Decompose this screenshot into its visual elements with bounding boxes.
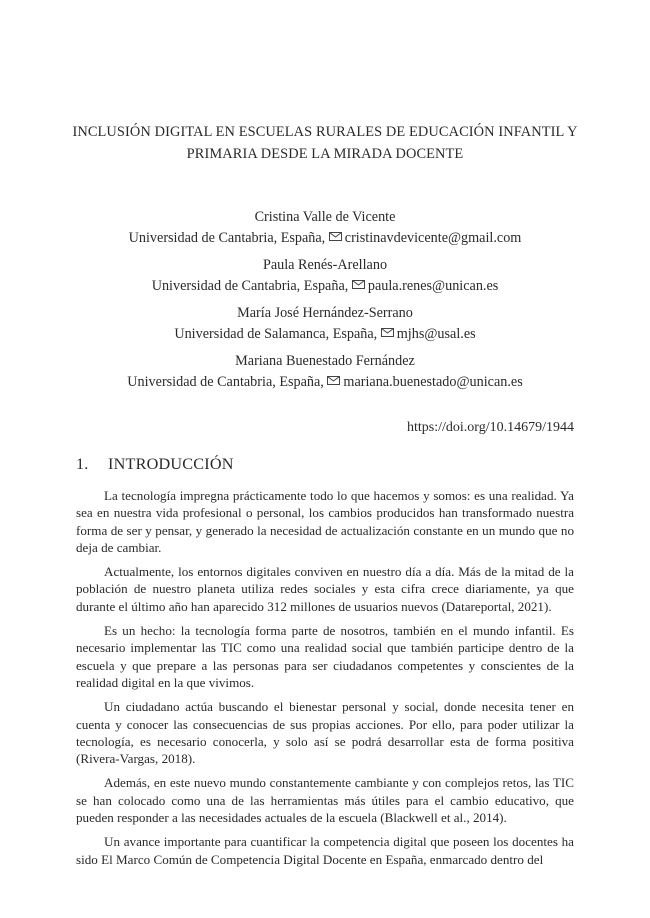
author-name: María José Hernández-Serrano xyxy=(237,305,413,321)
author-affiliation xyxy=(60,324,590,345)
author-email[interactable]: paula.renes@unican.es xyxy=(367,278,499,294)
affiliation-text: Universidad de Cantabria, España, xyxy=(127,374,324,390)
affiliation-text: Universidad de Cantabria, España, xyxy=(128,230,326,246)
author-name: Paula Renés-Arellano xyxy=(262,257,388,273)
author-block xyxy=(60,207,590,249)
paragraph: Es un hecho: la tecnología forma parte de nosotros, también en el mundo infantil. Es necesario implementar las TIC como una realidad social que también participe dentro de la escuela y que prepare a las personas para ser ciudadanos competentes y conscientes de la realidad digital en la que vivimos. xyxy=(76,623,574,690)
mail-icon xyxy=(329,232,342,241)
mail-icon xyxy=(352,280,365,289)
author-affiliation xyxy=(60,276,590,297)
title-line-1: INCLUSIÓN DIGITAL EN ESCUELAS RURALES DE EDUCACIÓN INFANTIL Y xyxy=(72,124,578,140)
paragraph: Un avance importante para cuantificar la competencia digital que poseen los docentes ha sido El Marco Común de Competencia Digital Docente en España, enmarcado dentro del xyxy=(76,834,574,867)
author-name: Cristina Valle de Vicente xyxy=(254,209,396,225)
author-email[interactable]: mariana.buenestado@unican.es xyxy=(343,374,523,390)
paragraph: Además, en este nuevo mundo constantemente cambiante y con complejos retos, las TIC se han colocado como una de las herramientas más útiles para el cambio educativo, que pueden responder a las necesidades actuales de la escuela (Blackwell et al., 2014). xyxy=(76,775,574,826)
section-title: INTRODUCCIÓN xyxy=(108,455,234,473)
paragraph: Un ciudadano actúa buscando el bienestar personal y social, donde necesita tener en cuenta y conocer las consecuencias de sus propias acciones. Por ello, para poder utilizar la tecnología, es necesario conocerla, y solo así se podrá desarrollar esta de forma positiva (Rivera-Vargas, 2018). xyxy=(76,699,574,767)
author-affiliation xyxy=(60,228,590,249)
paragraph: La tecnología impregna prácticamente todo lo que hacemos y somos: es una realidad. Ya sea en nuestra vida profesional o personal, los cambios producidos han transformado nuestra forma de ser y pensar, y generado la necesidad de actualización constante en un mundo que no deja de cambiar. xyxy=(76,488,574,555)
section-heading xyxy=(76,455,234,474)
author-block xyxy=(60,303,590,345)
paragraph: Actualmente, los entornos digitales conviven en nuestro día a día. Más de la mitad de la población de nuestro planeta utiliza redes sociales y esta cifra crece diariamente, ya que durante el último año han aparecido 312 millones de usuarios nuevos (Datareportal, 2021). xyxy=(76,564,574,614)
body-text xyxy=(76,487,574,875)
affiliation-text: Universidad de Salamanca, España, xyxy=(174,326,378,342)
doi-link[interactable]: https://doi.org/10.14679/1944 xyxy=(407,420,574,435)
author-email[interactable]: cristinavdevicente@gmail.com xyxy=(344,230,522,246)
paper-title xyxy=(60,121,590,165)
author-email[interactable]: mjhs@usal.es xyxy=(396,326,476,342)
mail-icon xyxy=(327,376,340,385)
author-block xyxy=(60,351,590,393)
author-affiliation xyxy=(60,372,590,393)
author-list xyxy=(60,207,590,399)
author-name: Mariana Buenestado Fernández xyxy=(235,353,415,369)
affiliation-text: Universidad de Cantabria, España, xyxy=(151,278,349,294)
section-number: 1. xyxy=(76,455,89,473)
mail-icon xyxy=(381,328,394,337)
author-block xyxy=(60,255,590,297)
title-line-2: PRIMARIA DESDE LA MIRADA DOCENTE xyxy=(186,146,464,162)
